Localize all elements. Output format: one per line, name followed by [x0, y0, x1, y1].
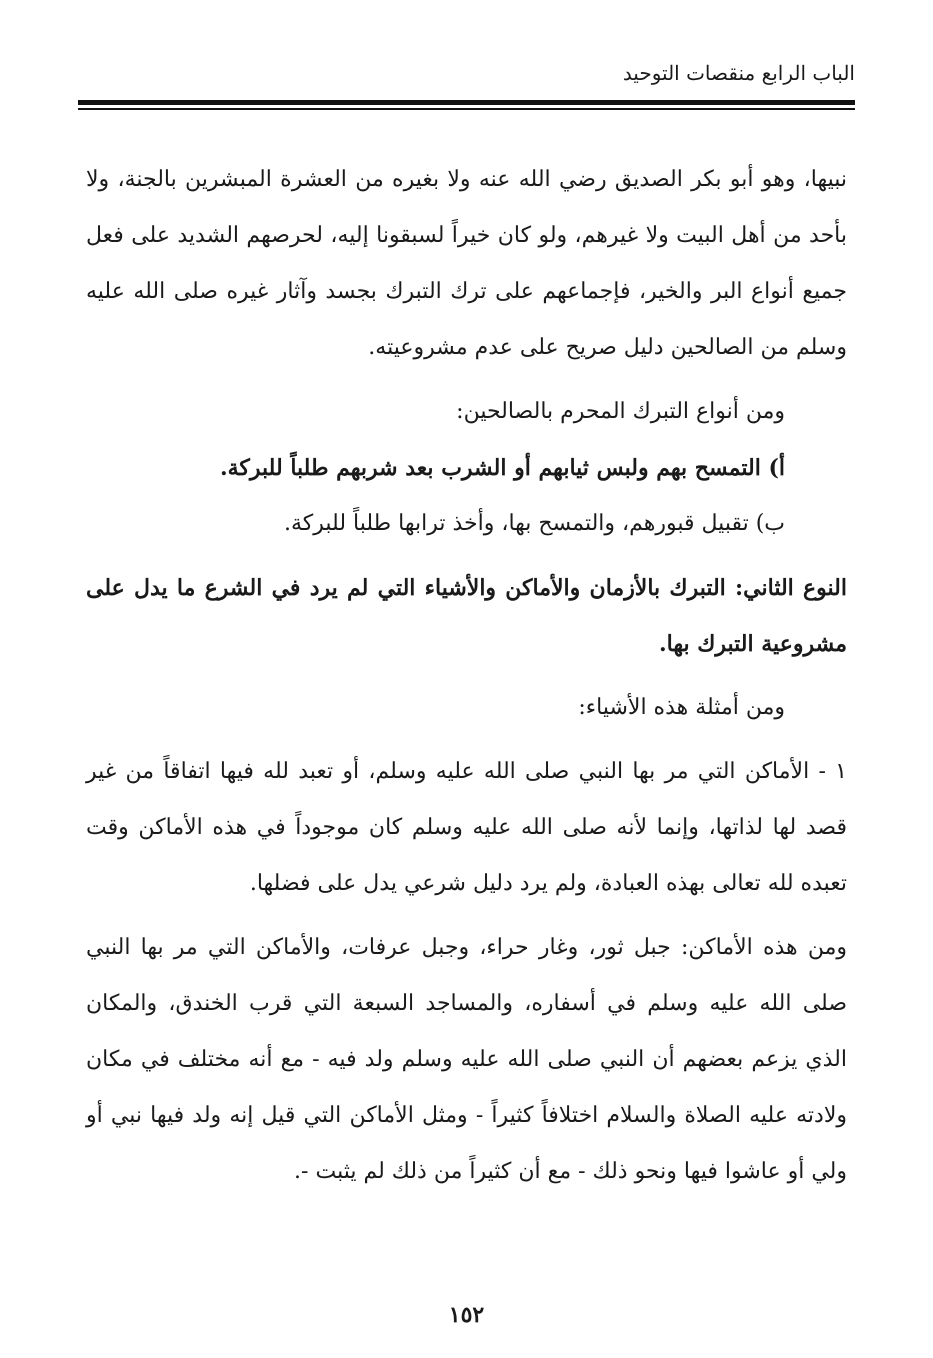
paragraph-second-type: النوع الثاني: التبرك بالأزمان والأماكن والأشياء التي لم يرد في الشرع ما يدل على مشروعية التبرك بها. [86, 575, 847, 657]
paragraph-types-intro: ومن أنواع التبرك المحرم بالصالحين: [456, 399, 785, 424]
running-header [78, 58, 855, 118]
page-body [86, 152, 847, 1200]
paragraph-example-1: ١ - الأماكن التي مر بها النبي صلى الله عليه وسلم، أو تعبد لله فيها اتفاقاً من غير قصد لها لذاتها، وإنما لأنه صلى الله عليه وسلم كان موجوداً في هذه الأماكن وقت تعبده لله تعالى بهذه العبادة، ولم يرد دليل شرعي يدل على فضلها. [86, 759, 847, 896]
paragraph-continuation: نبيها، وهو أبو بكر الصديق رضي الله عنه ولا بغيره من العشرة المبشرين بالجنة، ولا بأحد من أهل البيت ولا غيرهم، ولو كان خيراً لسبقونا إليه، لحرصهم الشديد على فعل جميع أنواع البر والخير، فإجماعهم على ترك التبرك بجسد وآثار غيره صلى الله عليه وسلم من الصالحين دليل صريح على عدم مشروعيته. [86, 167, 847, 360]
paragraph-places: ومن هذه الأماكن: جبل ثور، وغار حراء، وجبل عرفات، والأماكن التي مر بها النبي صلى الله عليه وسلم في أسفاره، والمساجد السبعة التي قرب الخندق، والمكان الذي يزعم بعضهم أن النبي صلى الله عليه وسلم ولد فيه - مع أنه مختلف في مكان ولادته عليه الصلاة والسلام اختلافاً كثيراً - ومثل الأماكن التي قيل إنه ولد فيها نبي أو ولي أو عاشوا فيها ونحو ذلك - مع أن كثيراً من ذلك لم يثبت -. [86, 935, 847, 1184]
page-number: ١٥٢ [448, 1302, 485, 1328]
list-item-a: أ) التمسح بهم ولبس ثيابهم أو الشرب بعد شربهم طلباً للبركة. [219, 455, 785, 481]
paragraph-examples-intro: ومن أمثلة هذه الأشياء: [578, 695, 785, 720]
header-rule-thin [78, 108, 855, 110]
header-title: الباب الرابع منقصات التوحيد [622, 61, 855, 85]
list-item-b: ب) تقبيل قبورهم، والتمسح بها، وأخذ ترابها طلباً للبركة. [284, 511, 785, 536]
header-rule-thick [78, 100, 855, 105]
